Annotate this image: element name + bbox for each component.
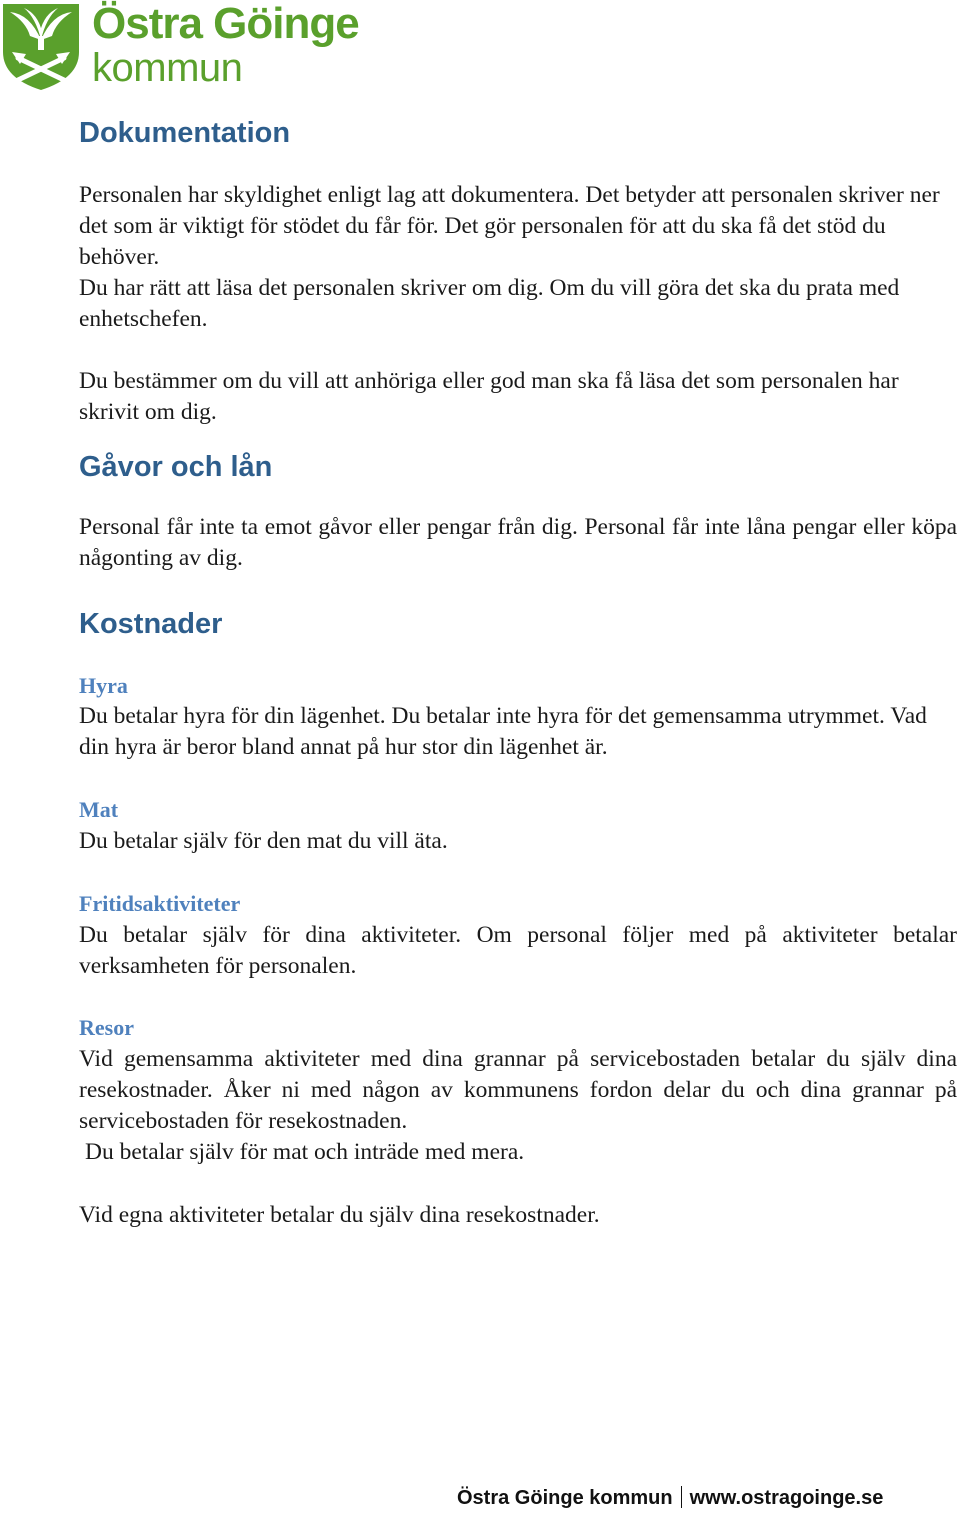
municipality-logo xyxy=(0,0,360,96)
page-footer xyxy=(457,1486,883,1510)
footer-url[interactable]: www.ostragoinge.se xyxy=(689,1487,884,1509)
heading-dokumentation: Dokumentation xyxy=(79,117,291,149)
footer-separator xyxy=(681,1486,682,1508)
logo-line1: Östra Göinge xyxy=(92,0,359,48)
heading-kostnader: Kostnader xyxy=(79,608,223,640)
paragraph-dokumentation-2: Du har rätt att läsa det personalen skriver om dig. Om du vill göra det ska du prata med enhetschefen. xyxy=(79,275,900,332)
paragraph-resor: Vid gemensamma aktiviteter med dina grannar på servicebostaden betalar du själv dina resekostnader. Åker ni med någon av kommunens fordon delar du och dina grannar på servicebostaden för resekostnaden. xyxy=(79,1046,957,1134)
paragraph-hyra: Du betalar hyra för din lägenhet. Du betalar inte hyra för det gemensamma utrymmet. Vad din hyra är beror bland annat på hur stor din lägenhet är. xyxy=(79,703,927,760)
footer-org: Östra Göinge kommun xyxy=(457,1487,673,1509)
paragraph-gavor: Personal får inte ta emot gåvor eller pengar från dig. Personal får inte låna pengar eller köpa någonting av dig. xyxy=(79,514,957,571)
logo-wordmark xyxy=(92,2,359,88)
subheading-mat: Mat xyxy=(79,797,119,822)
logo-line2: kommun xyxy=(92,46,243,90)
paragraph-resor-2: Du betalar själv för mat och inträde med mera. xyxy=(85,1139,525,1165)
subheading-resor: Resor xyxy=(79,1015,134,1040)
paragraph-dokumentation-3: Du bestämmer om du vill att anhöriga eller god man ska få läsa det som personalen har skrivit om dig. xyxy=(79,368,899,425)
heading-gavor-och-lan: Gåvor och lån xyxy=(79,451,273,483)
subheading-hyra: Hyra xyxy=(79,673,128,698)
paragraph-mat: Du betalar själv för den mat du vill äta. xyxy=(79,828,448,854)
paragraph-dokumentation-1: Personalen har skyldighet enligt lag att dokumentera. Det betyder att personalen skriver ner det som är viktigt för stödet du får för. Det gör personalen för att du ska få det stöd du behöver. xyxy=(79,182,940,270)
subheading-fritidsaktiviteter: Fritidsaktiviteter xyxy=(79,891,241,916)
municipal-crest-icon xyxy=(0,0,82,92)
paragraph-resor-3: Vid egna aktiviteter betalar du själv dina resekostnader. xyxy=(79,1202,600,1228)
paragraph-fritidsaktiviteter: Du betalar själv för dina aktiviteter. Om personal följer med på aktiviteter betalar verksamheten för personalen. xyxy=(79,922,957,979)
